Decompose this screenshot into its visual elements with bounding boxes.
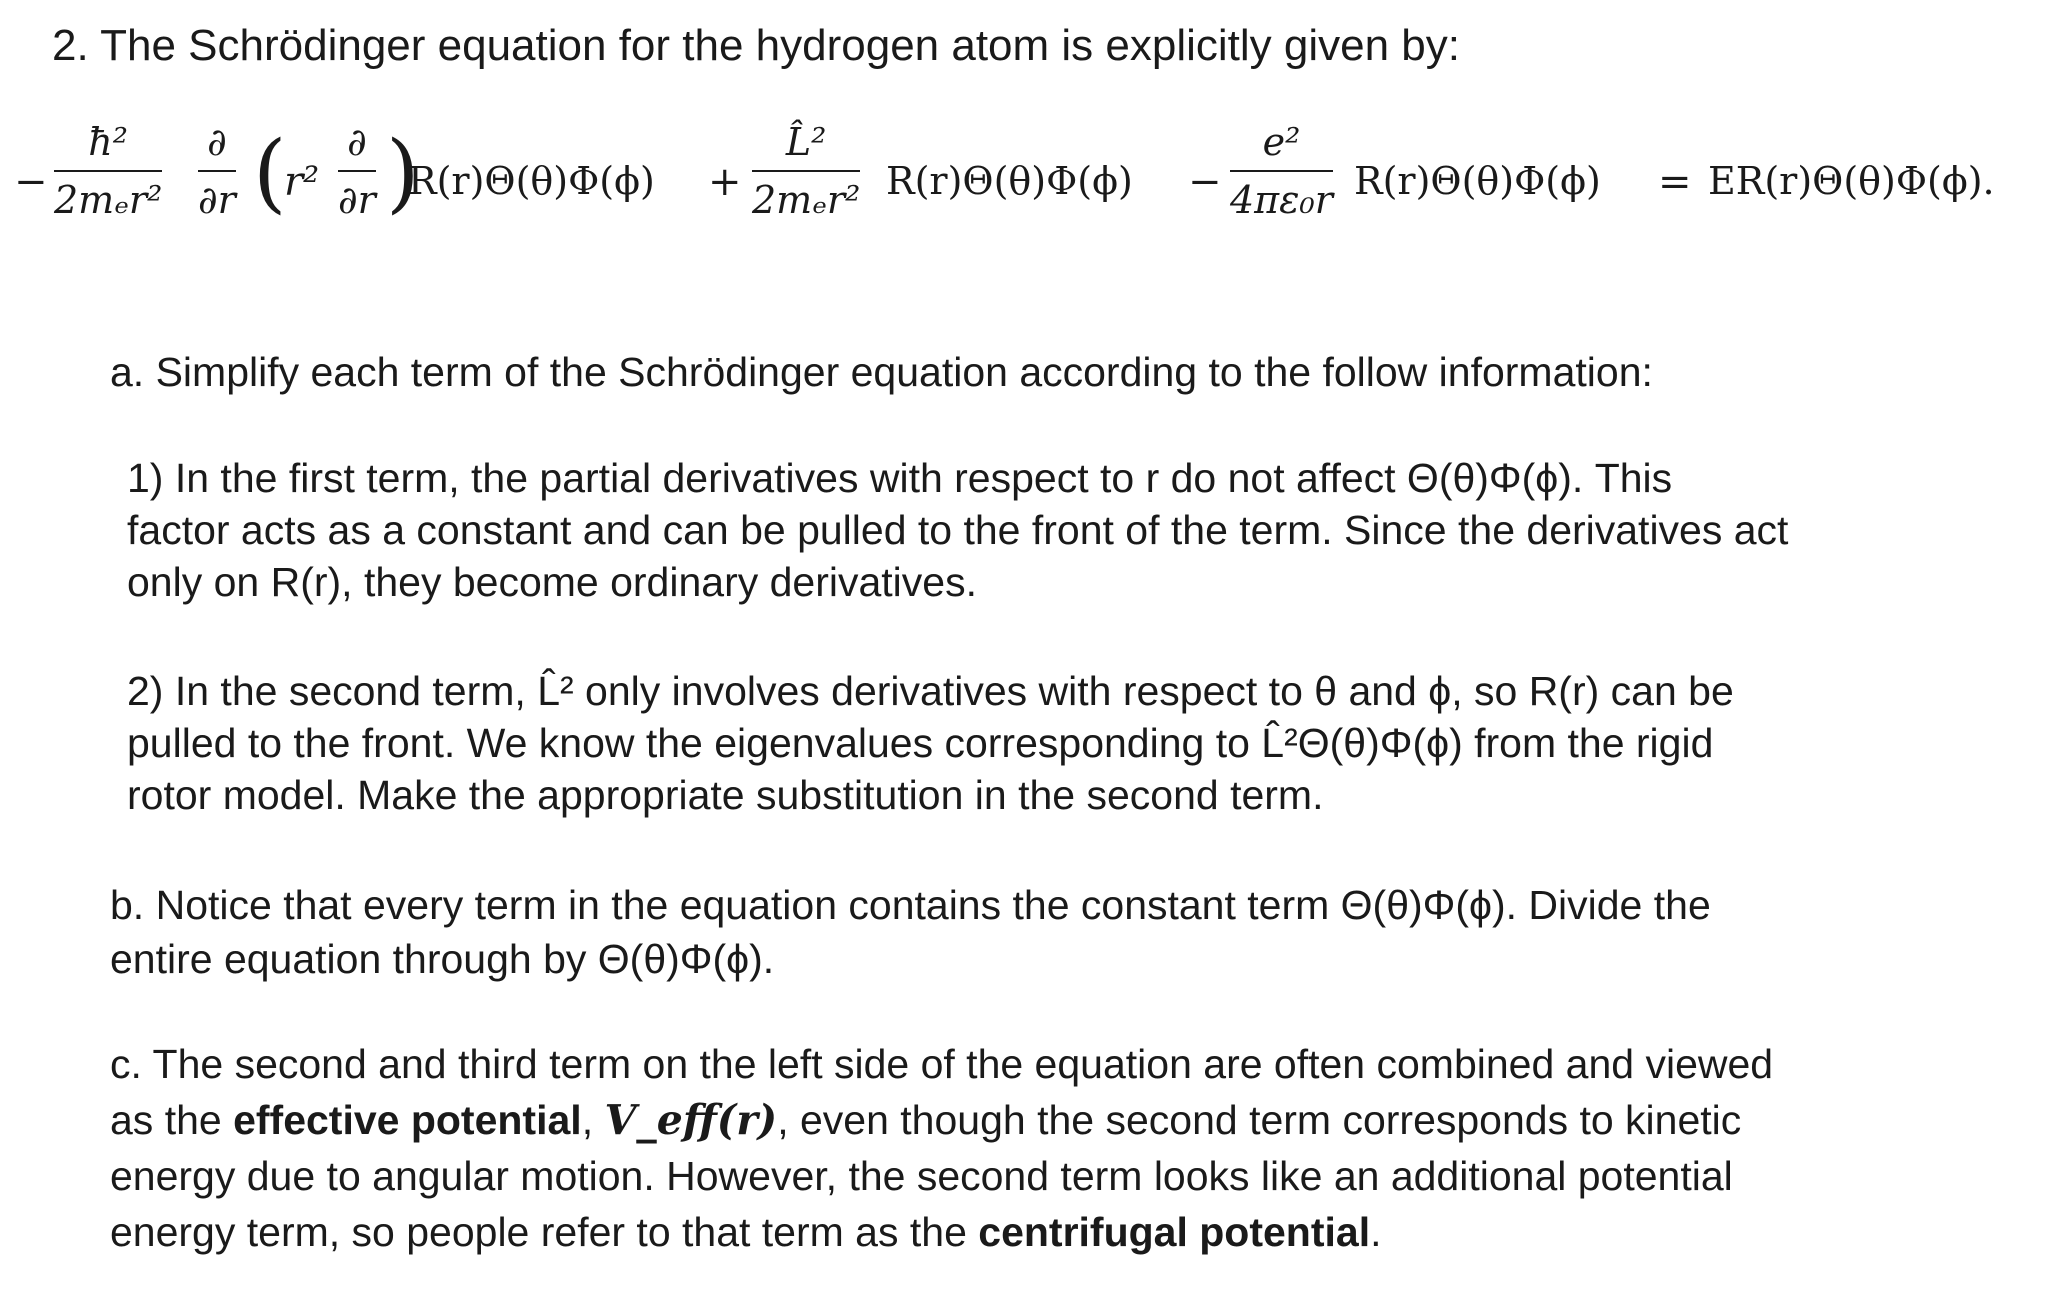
item2-line-1: 2) In the second term, L̂² only involves derivatives with respect to θ and ϕ, so R(r) can be: [127, 668, 1734, 714]
minus-sign: −: [1188, 159, 1222, 205]
e-squared: e²: [1262, 120, 1301, 164]
partial-derivative-inner: ∂ ∂r: [338, 120, 376, 222]
angular-momentum-fraction: L̂² 2mₑr²: [752, 120, 861, 222]
four-pi-epsilon-r: 4πε₀r: [1230, 178, 1333, 222]
part-b-line-2: entire equation through by Θ(θ)Φ(ϕ).: [110, 936, 775, 982]
wavefunction-term3: R(r)Θ(θ)Φ(ϕ): [1354, 159, 1601, 203]
partial-derivative-outer: ∂ ∂r: [198, 120, 236, 222]
two-me-r-squared: 2mₑr²: [54, 178, 163, 222]
part-a-item-2: [127, 665, 1989, 821]
part-c-line-2: as the effective potential, V_eff(r), even though the second term corresponds to kinetic: [110, 1096, 1742, 1144]
left-paren: (: [253, 123, 287, 223]
part-a-item-1: [127, 452, 1989, 608]
part-c-line-1: c. The second and third term on the left side of the equation are often combined and viewed: [110, 1041, 1774, 1087]
r-squared: r²: [284, 159, 320, 205]
item2-line-2: pulled to the front. We know the eigenvalues corresponding to L̂²Θ(θ)Φ(ϕ) from the rigid: [127, 720, 1714, 766]
wavefunction-term1: R(r)Θ(θ)Φ(ϕ): [408, 159, 655, 203]
part-b: [110, 878, 1990, 986]
item1-line-1: 1) In the first term, the partial derivatives with respect to r do not affect Θ(θ)Φ(ϕ). This: [127, 455, 1673, 501]
item1-line-3: only on R(r), they become ordinary derivatives.: [127, 559, 977, 605]
centrifugal-potential-term: centrifugal potential: [978, 1209, 1371, 1255]
kinetic-prefactor-fraction: [54, 118, 162, 224]
item1-line-2: factor acts as a constant and can be pulled to the front of the term. Since the derivatives act: [127, 507, 1789, 553]
part-a-intro: a. Simplify each term of the Schrödinger equation according to the follow information:: [110, 349, 1653, 395]
part-c-line-3: energy due to angular motion. However, the second term looks like an additional potential: [110, 1153, 1733, 1199]
rhs-energy-term: ER(r)Θ(θ)Φ(ϕ).: [1708, 159, 1995, 203]
part-c: [110, 1036, 1990, 1260]
plus-sign: +: [708, 159, 742, 205]
item2-line-3: rotor model. Make the appropriate substitution in the second term.: [127, 772, 1324, 818]
right-paren: ): [386, 123, 420, 223]
part-c-line-4: energy term, so people refer to that term as the centrifugal potential.: [110, 1209, 1382, 1255]
part-b-line-1: b. Notice that every term in the equation contains the constant term Θ(θ)Φ(ϕ). Divide the: [110, 882, 1711, 928]
leading-minus: −: [14, 159, 48, 205]
wavefunction-term2: R(r)Θ(θ)Φ(ϕ): [886, 159, 1133, 203]
v-eff-symbol: V_eff(r): [604, 1096, 778, 1144]
problem-heading: 2. The Schrödinger equation for the hydrogen atom is explicitly given by:: [52, 21, 1460, 70]
schrodinger-equation: [8, 118, 2038, 258]
effective-potential-term: effective potential: [233, 1097, 582, 1143]
hbar-squared: ħ²: [88, 120, 129, 164]
l-hat-squared: L̂²: [785, 120, 827, 164]
coulomb-fraction: [1230, 118, 1333, 224]
equals-sign: =: [1658, 159, 1692, 205]
